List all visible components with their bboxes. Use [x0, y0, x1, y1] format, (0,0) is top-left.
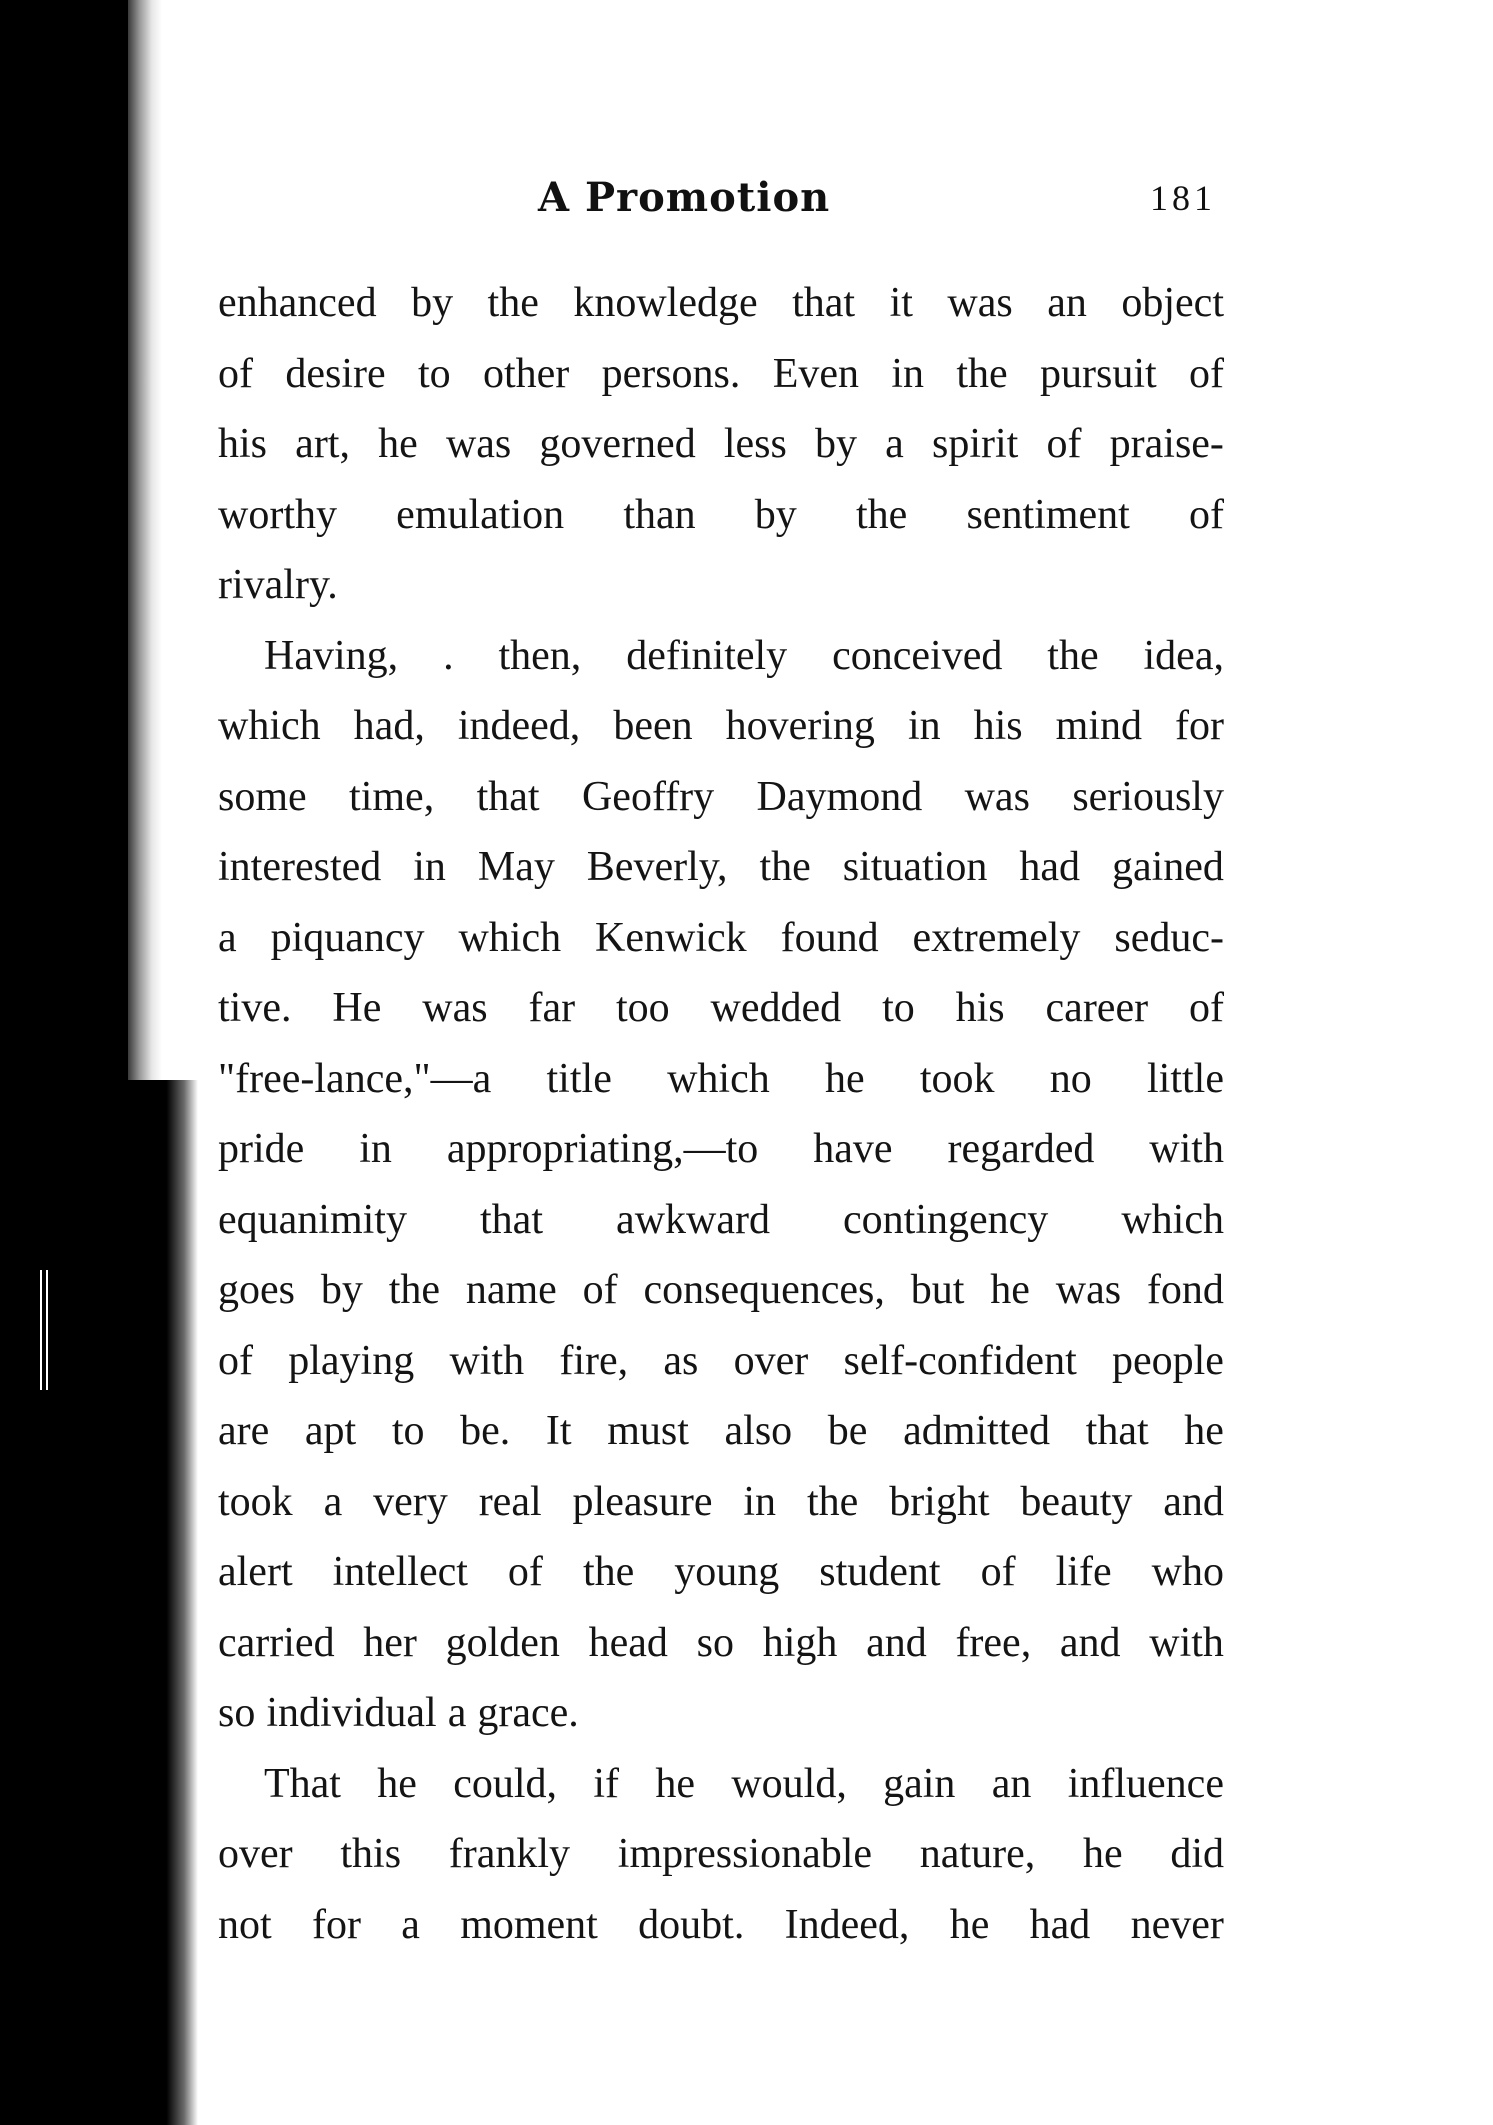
text-line: of desire to other persons. Even in the pursuit of [218, 350, 1224, 397]
running-title: A Promotion [538, 174, 831, 221]
text-line: over this frankly impressionable nature, he did [218, 1831, 1224, 1877]
text-line: which had, indeed, been hovering in his mind for [218, 703, 1224, 749]
text-line: a piquancy which Kenwick found extremely seduc- [218, 914, 1224, 961]
text-line: so individual a grace. [218, 1690, 579, 1736]
text-line: That he could, if he would, gain an influence [264, 1760, 1224, 1807]
body-text [218, 268, 1224, 1960]
text-line: are apt to be. It must also be admitted that he [218, 1408, 1224, 1454]
text-line: alert intellect of the young student of life who [218, 1549, 1224, 1595]
text-line: carried her golden head so high and free, and with [218, 1619, 1224, 1666]
text-line: his art, he was governed less by a spirit of praise- [218, 421, 1224, 467]
text-line: rivalry. [218, 562, 338, 608]
page-number: 181 [1150, 178, 1216, 218]
text-line: of playing with fire, as over self-confident people [218, 1337, 1224, 1384]
text-line: "free-lance,"—a title which he took no little [218, 1055, 1224, 1102]
running-head [218, 168, 1224, 228]
text-line: Having, . then, definitely conceived the idea, [264, 632, 1224, 679]
text-line: enhanced by the knowledge that it was an object [218, 280, 1224, 326]
text-line: equanimity that awkward contingency which [218, 1196, 1224, 1243]
text-line: not for a moment doubt. Indeed, he had never [218, 1901, 1224, 1948]
text-line: some time, that Geoffry Daymond was seriously [218, 773, 1224, 820]
text-line: took a very real pleasure in the bright beauty and [218, 1478, 1224, 1525]
text-line: tive. He was far too wedded to his career of [218, 985, 1224, 1031]
text-line: worthy emulation than by the sentiment of [218, 491, 1224, 538]
text-line: pride in appropriating,—to have regarded with [218, 1126, 1224, 1172]
text-line: goes by the name of consequences, but he was fond [218, 1267, 1224, 1313]
text-line: interested in May Beverly, the situation had gained [218, 844, 1224, 890]
